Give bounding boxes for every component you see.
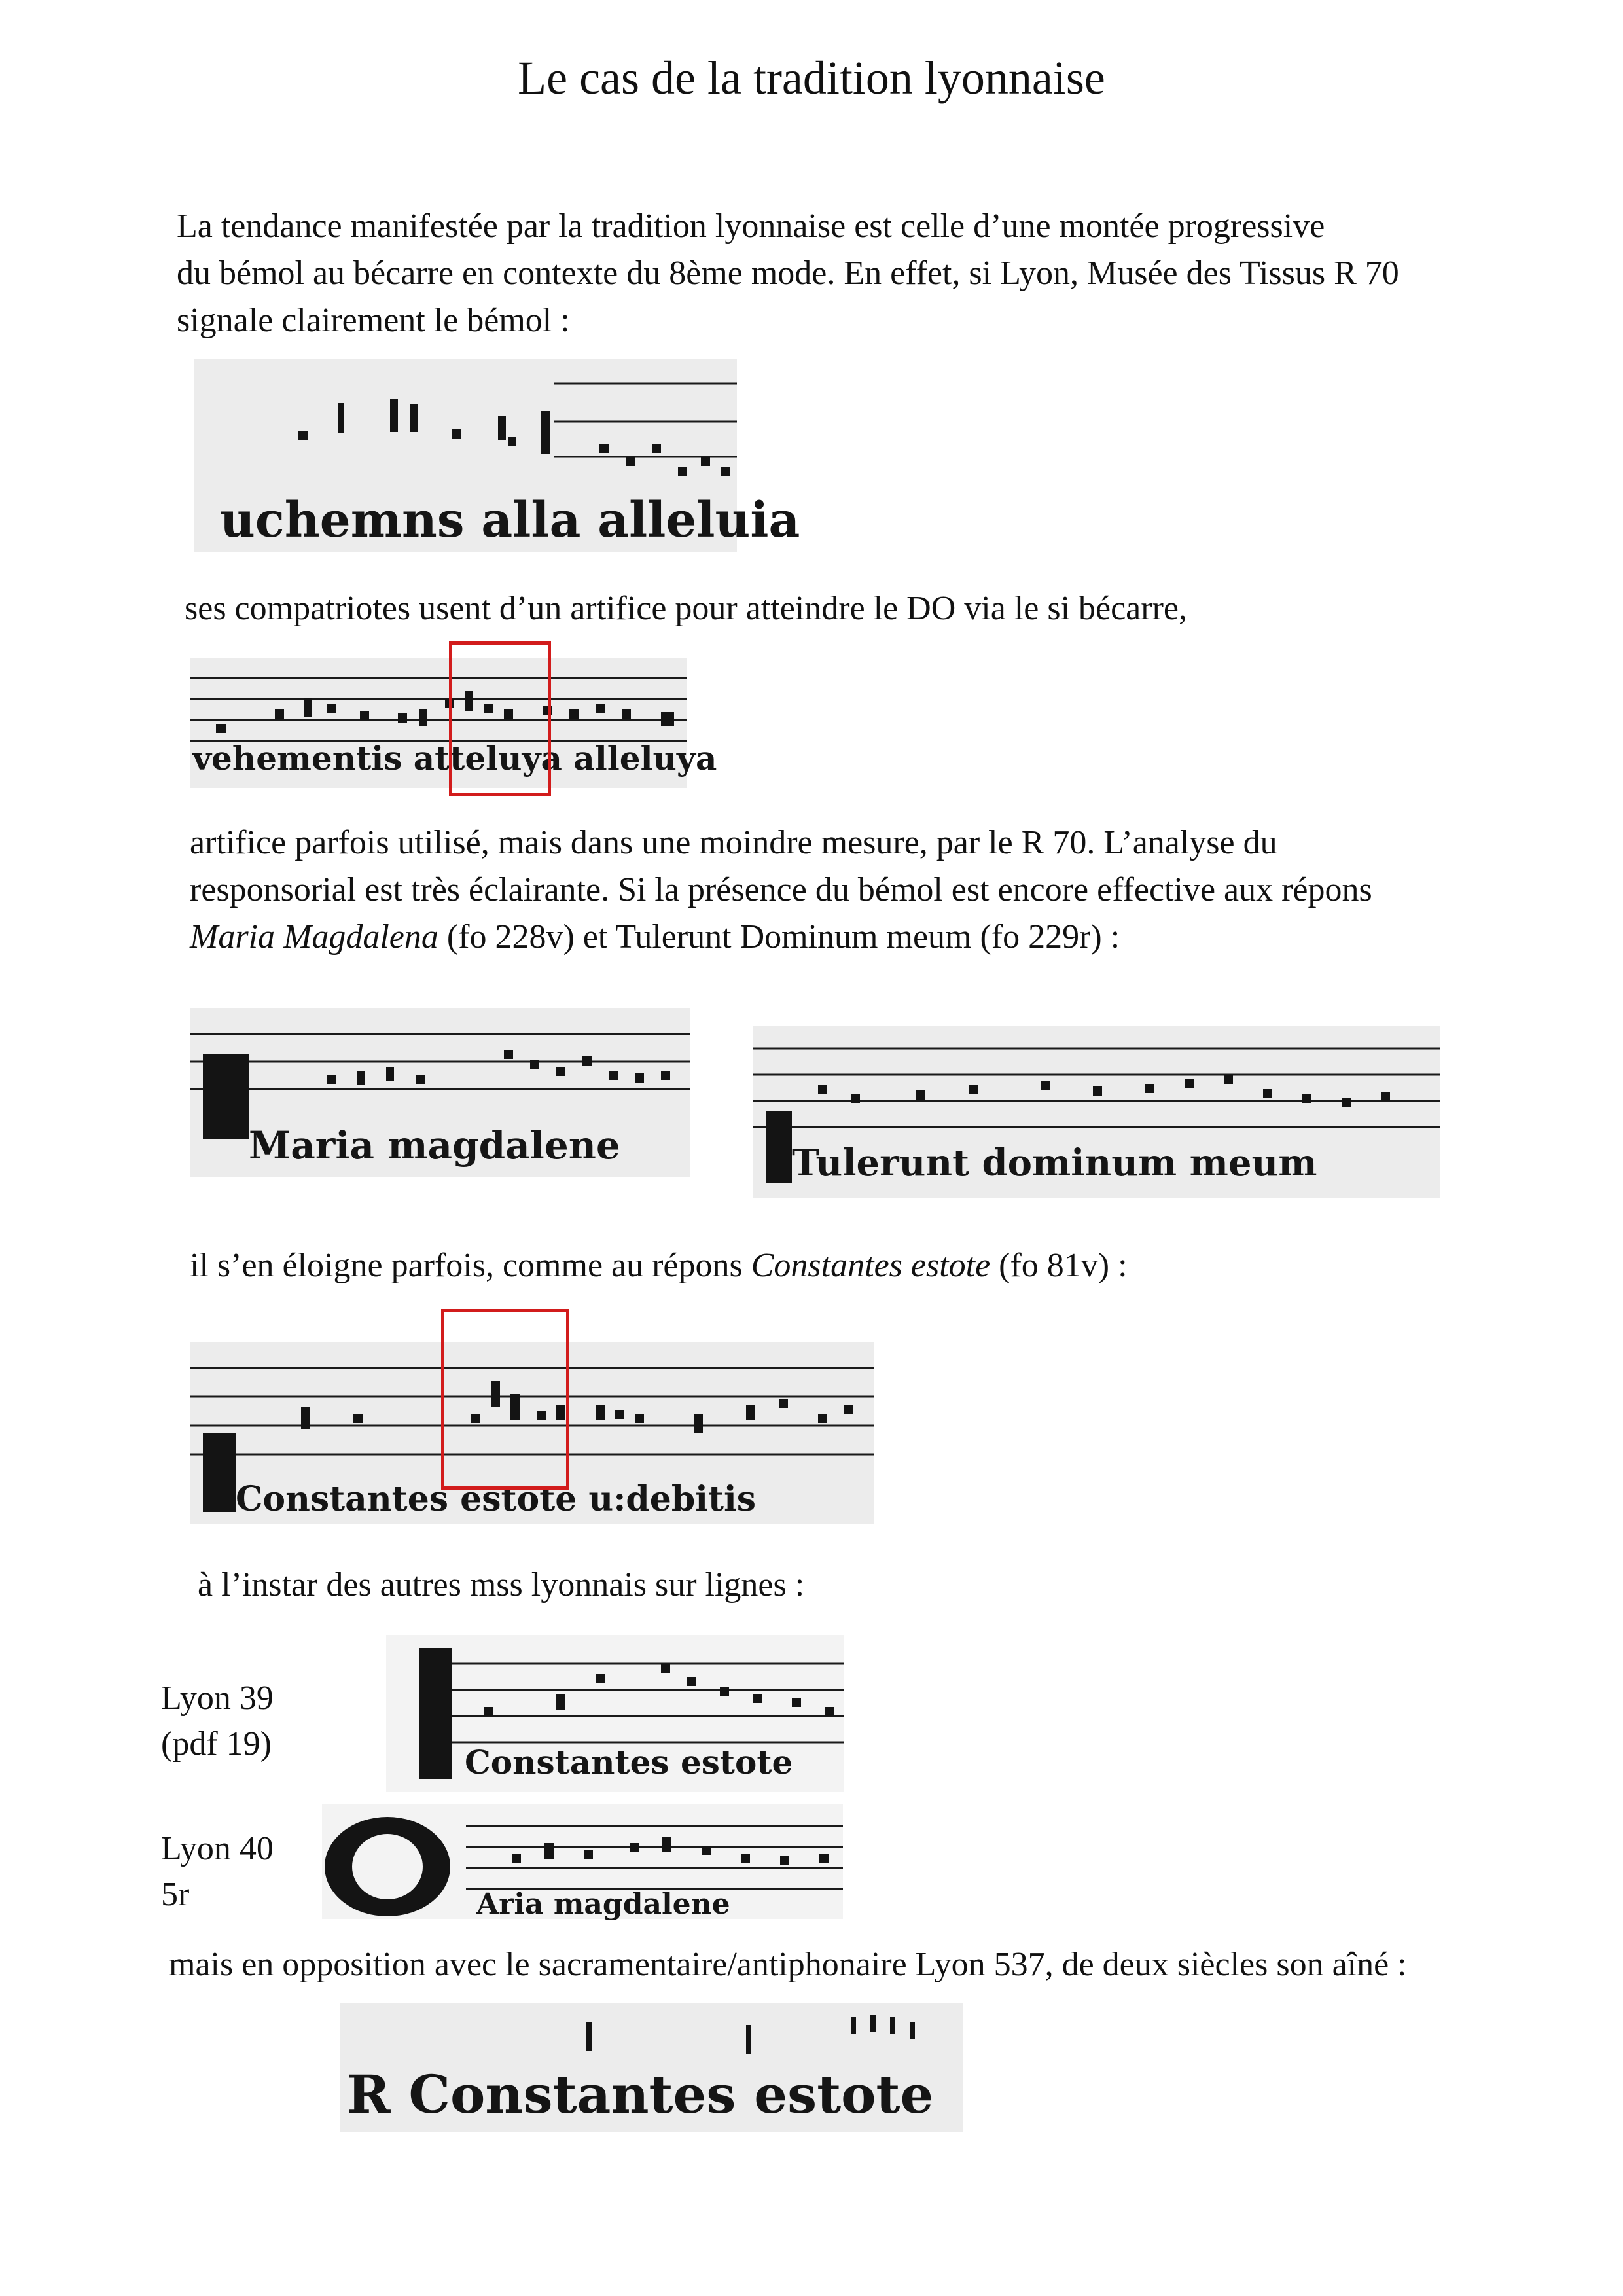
staff-notation-image (386, 1635, 844, 1792)
svg-text:Aria magdalene: Aria magdalene (476, 1888, 730, 1921)
label-lyon-40-name: Lyon 40 (161, 1830, 274, 1867)
label-lyon-39 (161, 1676, 274, 1767)
paragraph-artifice-line1: artifice parfois utilisé, mais dans une moindre mesure, par le R 70. L’analyse du (190, 824, 1277, 861)
paragraph-artifice-line3 (190, 914, 1120, 961)
manuscript-excerpt-vehementis (190, 658, 717, 788)
page-title: Le cas de la tradition lyonnaise (518, 52, 1105, 104)
paragraph-other-mss: à l’instar des autres mss lyonnais sur lignes : (198, 1566, 805, 1604)
italic-constantes-estote: Constantes estote (751, 1247, 991, 1284)
manuscript-excerpt-lyon-537 (340, 2003, 963, 2132)
italic-maria-magdalena: Maria Magdalena (190, 918, 438, 956)
paragraph-constantes-pre: il s’en éloigne parfois, comme au répons (190, 1247, 751, 1284)
paragraph-constantes-post: (fo 81v) : (990, 1247, 1128, 1284)
paragraph-intro-line2: du bémol au bécarre en contexte du 8ème mode. En effet, si Lyon, Musée des Tissus R 70 (177, 255, 1399, 292)
label-lyon-40-ref: 5r (161, 1876, 190, 1913)
manuscript-excerpt-maria-magdalena (190, 1008, 690, 1177)
paragraph-artifice-line3-rest: (fo 228v) et Tulerunt Dominum meum (fo 229r) : (438, 918, 1120, 956)
label-lyon-39-name: Lyon 39 (161, 1679, 274, 1717)
svg-text:Constantes estote: Constantes estote (465, 1743, 793, 1782)
svg-text:Maria magdalene: Maria magdalene (249, 1123, 620, 1168)
neume-notation-image (194, 359, 800, 552)
manuscript-excerpt-lyon-39 (386, 1635, 844, 1792)
paragraph-intro-line3: signale clairement le bémol : (177, 302, 570, 339)
paragraph-constantes (190, 1242, 1128, 1289)
svg-text:vehementis atteluya alleluya: vehementis atteluya alleluya (192, 739, 717, 778)
paragraph-intro-line1: La tendance manifestée par la tradition lyonnaise est celle d’une montée progressive (177, 207, 1325, 245)
staff-notation-image (753, 1026, 1440, 1198)
highlight-box-constantes (441, 1309, 569, 1490)
label-lyon-39-ref: (pdf 19) (161, 1725, 272, 1763)
svg-text:R Constantes estote: R Constantes estote (347, 2064, 934, 2125)
paragraph-compatriots: ses compatriotes usent d’un artifice pour atteindre le DO via le si bécarre, (185, 590, 1187, 627)
svg-text:uchemns alla alleluia: uchemns alla alleluia (220, 492, 800, 548)
highlight-box-artifice (449, 641, 551, 796)
staff-notation-image (190, 658, 717, 788)
paragraph-artifice-line2: responsorial est très éclairante. Si la présence du bémol est encore effective aux répons (190, 871, 1372, 908)
neume-notation-image (340, 2003, 963, 2132)
manuscript-excerpt-lyon-40 (322, 1804, 843, 1919)
svg-text:Tulerunt dominum meum: Tulerunt dominum meum (792, 1141, 1317, 1185)
paragraph-lyon-537: mais en opposition avec le sacramentaire/antiphonaire Lyon 537, de deux siècles son aîné : (169, 1946, 1407, 1983)
svg-text:Constantes estote u:debitis: Constantes estote u:debitis (236, 1479, 757, 1519)
staff-notation-image (322, 1804, 843, 1919)
manuscript-excerpt-tulerunt (753, 1026, 1440, 1198)
manuscript-excerpt-r70 (194, 359, 800, 552)
neume-notation-image (190, 1008, 690, 1177)
label-lyon-40 (161, 1826, 274, 1918)
